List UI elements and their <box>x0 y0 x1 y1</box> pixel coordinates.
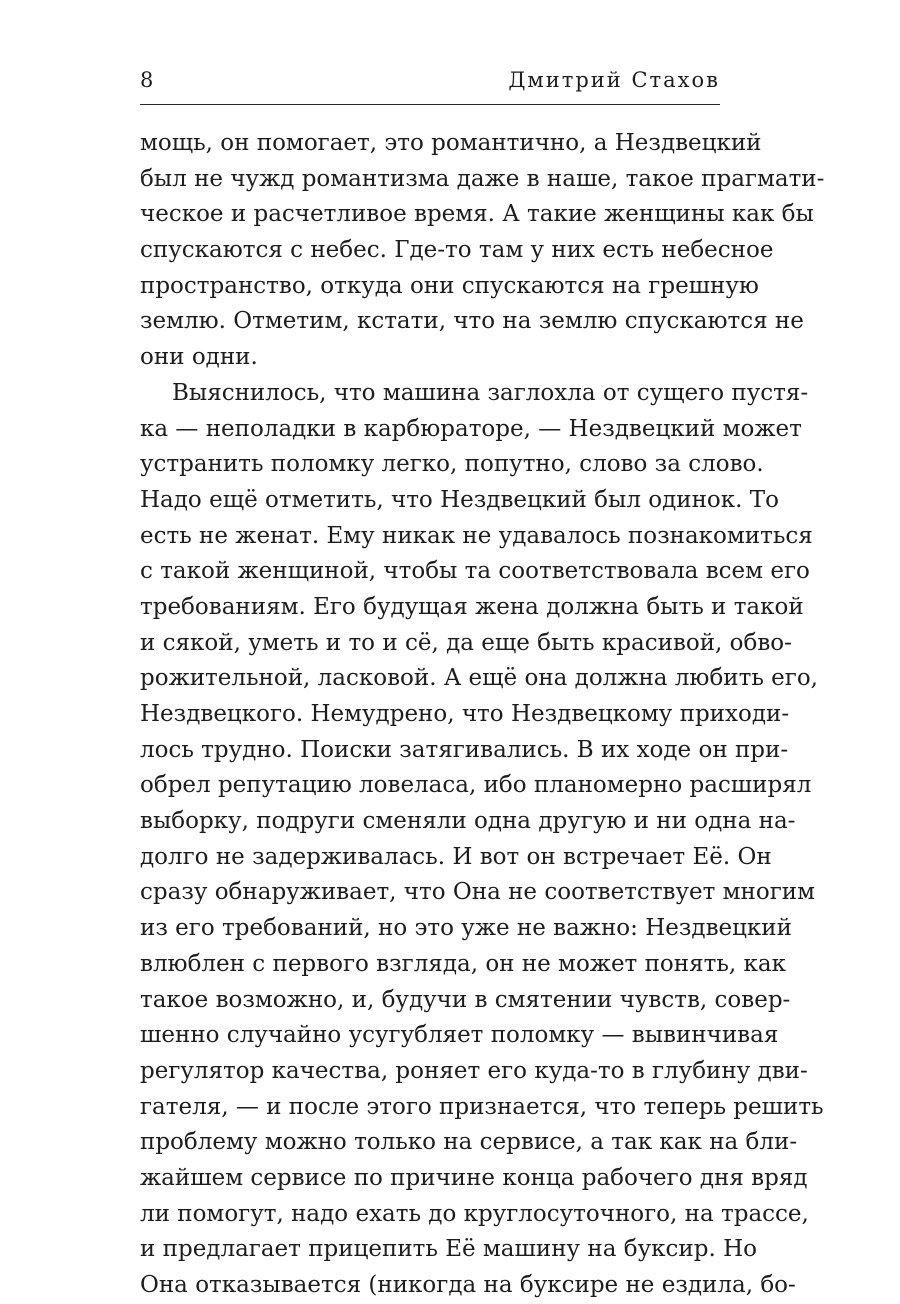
text-line: и сякой, уметь и то и сё, да еще быть красивой, обво- <box>140 629 792 656</box>
text-line: ли помогут, надо ехать до круглосуточного, на трассе, <box>140 1200 809 1227</box>
text-line: гателя, — и после этого признается, что теперь решить <box>140 1093 824 1120</box>
text-line: регулятор качества, роняет его куда-то в глубину дви- <box>140 1057 808 1084</box>
text-line: Нездвецкого. Немудрено, что Нездвецкому приходи- <box>140 701 790 727</box>
text-line: ческое и расчетливое время. А такие женщины как бы <box>140 201 814 228</box>
text-line: долго не задерживалась. И вот он встречает Её. Он <box>140 843 772 870</box>
text-line: они одни. <box>140 344 258 371</box>
text-line: мощь, он помогает, это романтично, а Нездвецкий <box>140 130 762 156</box>
text-line: сразу обнаруживает, что Она не соответствует многим <box>140 879 816 906</box>
text-line: проблему можно только на сервисе, а так как на бли- <box>140 1129 798 1156</box>
text-line: рожительной, ласковой. А ещё она должна любить его, <box>140 665 818 692</box>
text-line: и предлагает прицепить Её машину на буксир. Но <box>140 1236 757 1263</box>
text-line: лось трудно. Поиски затягивались. В их ходе он при- <box>140 736 789 763</box>
text-line: из его требований, но это уже не важно: Нездвецкий <box>140 915 792 942</box>
page-number: 8 <box>140 68 154 92</box>
text-line: спускаются с небес. Где-то там у них есть небесное <box>140 237 774 264</box>
page-header <box>140 66 720 102</box>
text-line: пространство, откуда они спускаются на грешную <box>140 272 759 299</box>
text-line: влюблен с первого взгляда, он не может понять, как <box>140 950 786 977</box>
text-line: есть не женат. Ему никак не удавалось познакомиться <box>140 522 813 549</box>
text-line: жайшем сервисе по причине конца рабочего дня вряд <box>140 1164 808 1191</box>
text-line: был не чужд романтизма даже в наше, такое прагмати- <box>140 165 825 192</box>
text-line: выборку, подруги сменяли одна другую и ни одна на- <box>140 808 796 835</box>
body-text <box>140 126 825 1304</box>
text-line: устранить поломку легко, попутно, слово за слово. <box>140 451 764 478</box>
text-line: шенно случайно усугубляет поломку — вывинчивая <box>140 1022 779 1049</box>
running-head-author: Дмитрий Стахов <box>508 68 720 92</box>
text-line: обрел репутацию ловеласа, ибо планомерно расширял <box>140 772 812 799</box>
text-line: с такой женщиной, чтобы та соответствовала всем его <box>140 558 810 585</box>
text-line: землю. Отметим, кстати, что на землю спускаются не <box>140 308 804 335</box>
text-line: Она отказывается (никогда на буксире не ездила, бо- <box>140 1272 796 1298</box>
text-line: такое возможно, и, будучи в смятении чувств, совер- <box>140 986 791 1013</box>
text-line: Выяснилось, что машина заглохла от сущего пустя- <box>172 379 809 406</box>
header-rule <box>140 104 720 105</box>
text-line: Надо ещё отметить, что Нездвецкий был одинок. То <box>140 486 779 513</box>
text-line: требованиям. Его будущая жена должна быть и такой <box>140 593 804 620</box>
text-line: ка — неполадки в карбюраторе, — Нездвецкий может <box>140 415 802 442</box>
